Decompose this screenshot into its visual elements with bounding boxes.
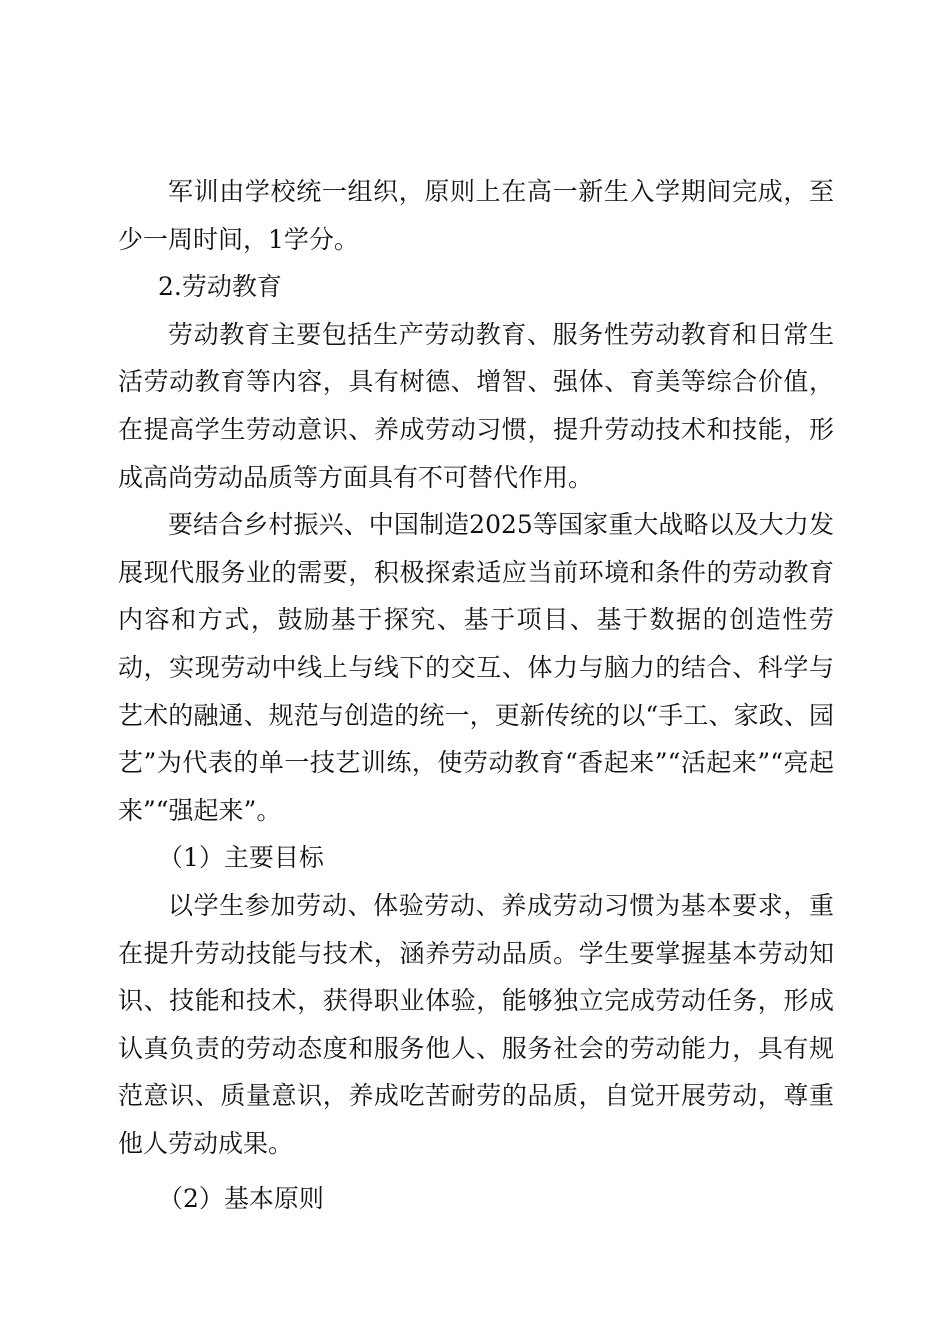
subheading-basic-principles: （2）基本原则 <box>158 1184 324 1214</box>
paragraph-military-training: 军训由学校统一组织，原则上在高一新生入学期间完成，至少一周时间，1学分。 <box>118 177 834 254</box>
document-body <box>118 168 834 1223</box>
paragraph-labor-education-content: 劳动教育主要包括生产劳动教育、服务性劳动教育和日常生活劳动教育等内容，具有树德、增智、强体、育美等综合价值，在提高学生劳动意识、养成劳动习惯，提升劳动技术和技能，形成高尚劳动品质等方面具有不可替代作用。 <box>118 319 834 492</box>
section-heading-labor-education: 2.劳动教育 <box>158 272 282 302</box>
paragraph-gap <box>118 1167 834 1175</box>
paragraph-main-goals: 以学生参加劳动、体验劳动、养成劳动习惯为基本要求，重在提升劳动技能与技术，涵养劳动品质。学生要掌握基本劳动知识、技能和技术，获得职业体验，能够独立完成劳动任务，形成认真负责的劳动态度和服务他人、服务社会的劳动能力，具有规范意识、质量意识，养成吃苦耐劳的品质，自觉开展劳动，尊重他人劳动成果。 <box>118 890 834 1158</box>
paragraph-labor-education-approach: 要结合乡村振兴、中国制造2025等国家重大战略以及大力发展现代服务业的需要，积极探索适应当前环境和条件的劳动教育内容和方式，鼓励基于探究、基于项目、基于数据的创造性劳动，实现劳动中线上与线下的交互、体力与脑力的结合、科学与艺术的融通、规范与创造的统一，更新传统的以“手工、家政、园艺”为代表的单一技艺训练，使劳动教育“香起来”“活起来”“亮起来”“强起来”。 <box>118 510 834 825</box>
subheading-main-goals: （1）主要目标 <box>158 843 324 873</box>
